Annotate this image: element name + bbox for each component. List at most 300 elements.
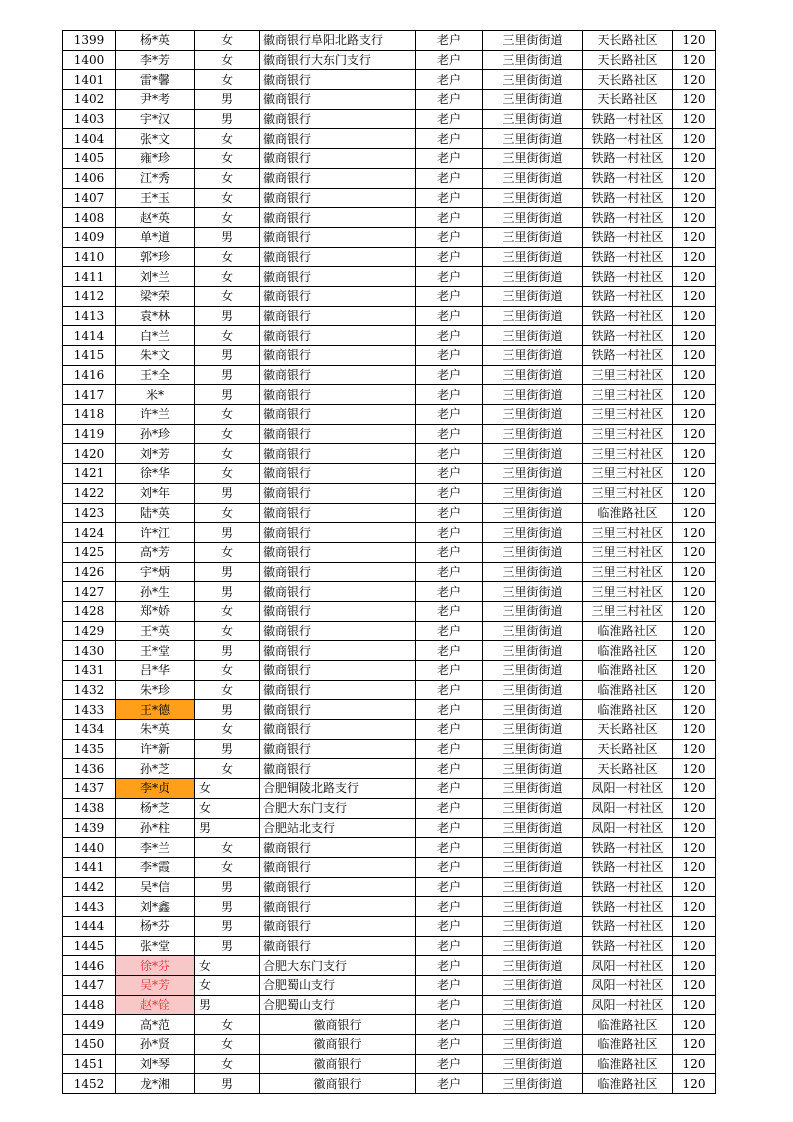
street-cell: 三里街街道 xyxy=(483,149,583,169)
row-number-cell: 1443 xyxy=(63,897,116,917)
street-cell: 三里街街道 xyxy=(483,444,583,464)
row-number-cell: 1439 xyxy=(63,818,116,838)
street-cell: 三里街街道 xyxy=(483,700,583,720)
street-cell: 三里街街道 xyxy=(483,680,583,700)
street-cell: 三里街街道 xyxy=(483,936,583,956)
gender-cell: 女 xyxy=(195,857,260,877)
household-type-cell: 老户 xyxy=(416,798,483,818)
amount-cell: 120 xyxy=(673,149,716,169)
row-number-cell: 1452 xyxy=(63,1074,116,1094)
amount-cell: 120 xyxy=(673,542,716,562)
name-cell: 王*全 xyxy=(116,365,195,385)
table-row xyxy=(63,129,716,149)
bank-cell: 徽商银行 xyxy=(260,149,416,169)
bank-cell: 徽商银行 xyxy=(260,1054,416,1074)
gender-cell: 女 xyxy=(195,50,260,70)
community-cell: 铁路一村社区 xyxy=(583,936,673,956)
street-cell: 三里街街道 xyxy=(483,1054,583,1074)
community-cell: 临淮路社区 xyxy=(583,1015,673,1035)
street-cell: 三里街街道 xyxy=(483,464,583,484)
amount-cell: 120 xyxy=(673,916,716,936)
bank-cell: 徽商银行 xyxy=(260,306,416,326)
street-cell: 三里街街道 xyxy=(483,582,583,602)
bank-cell: 徽商银行 xyxy=(260,267,416,287)
name-cell: 白*兰 xyxy=(116,326,195,346)
gender-cell: 女 xyxy=(195,680,260,700)
household-type-cell: 老户 xyxy=(416,503,483,523)
street-cell: 三里街街道 xyxy=(483,424,583,444)
street-cell: 三里街街道 xyxy=(483,995,583,1015)
household-type-cell: 老户 xyxy=(416,208,483,228)
household-type-cell: 老户 xyxy=(416,700,483,720)
amount-cell: 120 xyxy=(673,1074,716,1094)
row-number-cell: 1412 xyxy=(63,286,116,306)
bank-cell: 徽商银行 xyxy=(260,720,416,740)
gender-cell: 女 xyxy=(195,601,260,621)
gender-cell: 男 xyxy=(195,936,260,956)
bank-cell: 徽商银行 xyxy=(260,286,416,306)
gender-cell: 男 xyxy=(195,1074,260,1094)
name-cell: 单*道 xyxy=(116,227,195,247)
community-cell: 天长路社区 xyxy=(583,50,673,70)
gender-cell: 女 xyxy=(195,779,260,799)
community-cell: 铁路一村社区 xyxy=(583,208,673,228)
bank-cell: 徽商银行 xyxy=(260,90,416,110)
name-cell: 宇*炳 xyxy=(116,562,195,582)
table-row xyxy=(63,818,716,838)
bank-cell: 徽商银行 xyxy=(260,838,416,858)
table-row xyxy=(63,897,716,917)
row-number-cell: 1438 xyxy=(63,798,116,818)
row-number-cell: 1427 xyxy=(63,582,116,602)
table-row xyxy=(63,936,716,956)
community-cell: 三里三村社区 xyxy=(583,464,673,484)
amount-cell: 120 xyxy=(673,346,716,366)
community-cell: 临淮路社区 xyxy=(583,503,673,523)
amount-cell: 120 xyxy=(673,1035,716,1055)
gender-cell: 女 xyxy=(195,956,260,976)
community-cell: 三里三村社区 xyxy=(583,542,673,562)
name-cell: 宇*汉 xyxy=(116,109,195,129)
gender-cell: 女 xyxy=(195,798,260,818)
street-cell: 三里街街道 xyxy=(483,798,583,818)
community-cell: 铁路一村社区 xyxy=(583,149,673,169)
table-row xyxy=(63,208,716,228)
community-cell: 临淮路社区 xyxy=(583,1074,673,1094)
gender-cell: 男 xyxy=(195,365,260,385)
street-cell: 三里街街道 xyxy=(483,877,583,897)
amount-cell: 120 xyxy=(673,90,716,110)
street-cell: 三里街街道 xyxy=(483,405,583,425)
table-row xyxy=(63,857,716,877)
community-cell: 凤阳一村社区 xyxy=(583,995,673,1015)
bank-cell: 徽商银行 xyxy=(260,601,416,621)
table-row xyxy=(63,759,716,779)
table-row xyxy=(63,995,716,1015)
gender-cell: 男 xyxy=(195,877,260,897)
name-cell: 刘*兰 xyxy=(116,267,195,287)
community-cell: 临淮路社区 xyxy=(583,680,673,700)
row-number-cell: 1446 xyxy=(63,956,116,976)
table-row xyxy=(63,247,716,267)
table-row xyxy=(63,582,716,602)
household-type-cell: 老户 xyxy=(416,168,483,188)
amount-cell: 120 xyxy=(673,306,716,326)
name-cell: 杨*芝 xyxy=(116,798,195,818)
household-type-cell: 老户 xyxy=(416,857,483,877)
community-cell: 凤阳一村社区 xyxy=(583,818,673,838)
bank-cell: 徽商银行 xyxy=(260,483,416,503)
row-number-cell: 1407 xyxy=(63,188,116,208)
row-number-cell: 1451 xyxy=(63,1054,116,1074)
household-type-cell: 老户 xyxy=(416,641,483,661)
street-cell: 三里街街道 xyxy=(483,562,583,582)
row-number-cell: 1424 xyxy=(63,523,116,543)
gender-cell: 男 xyxy=(195,916,260,936)
gender-cell: 女 xyxy=(195,838,260,858)
street-cell: 三里街街道 xyxy=(483,838,583,858)
amount-cell: 120 xyxy=(673,70,716,90)
table-row xyxy=(63,188,716,208)
table-row xyxy=(63,286,716,306)
table-row xyxy=(63,661,716,681)
community-cell: 凤阳一村社区 xyxy=(583,779,673,799)
name-cell: 孙*生 xyxy=(116,582,195,602)
street-cell: 三里街街道 xyxy=(483,483,583,503)
street-cell: 三里街街道 xyxy=(483,661,583,681)
amount-cell: 120 xyxy=(673,897,716,917)
bank-cell: 徽商银行 xyxy=(260,129,416,149)
street-cell: 三里街街道 xyxy=(483,227,583,247)
household-type-cell: 老户 xyxy=(416,956,483,976)
bank-cell: 徽商银行 xyxy=(260,661,416,681)
amount-cell: 120 xyxy=(673,621,716,641)
name-cell: 刘*年 xyxy=(116,483,195,503)
subsidy-table xyxy=(62,30,716,1094)
row-number-cell: 1400 xyxy=(63,50,116,70)
gender-cell: 女 xyxy=(195,149,260,169)
bank-cell: 合肥铜陵北路支行 xyxy=(260,779,416,799)
name-cell: 刘*鑫 xyxy=(116,897,195,917)
street-cell: 三里街街道 xyxy=(483,857,583,877)
gender-cell: 女 xyxy=(195,542,260,562)
community-cell: 天长路社区 xyxy=(583,739,673,759)
row-number-cell: 1414 xyxy=(63,326,116,346)
gender-cell: 男 xyxy=(195,562,260,582)
bank-cell: 徽商银行 xyxy=(260,346,416,366)
household-type-cell: 老户 xyxy=(416,621,483,641)
row-number-cell: 1419 xyxy=(63,424,116,444)
table-row xyxy=(63,346,716,366)
amount-cell: 120 xyxy=(673,739,716,759)
row-number-cell: 1448 xyxy=(63,995,116,1015)
name-cell: 许*江 xyxy=(116,523,195,543)
table-row xyxy=(63,720,716,740)
street-cell: 三里街街道 xyxy=(483,976,583,996)
street-cell: 三里街街道 xyxy=(483,779,583,799)
street-cell: 三里街街道 xyxy=(483,523,583,543)
amount-cell: 120 xyxy=(673,818,716,838)
household-type-cell: 老户 xyxy=(416,1015,483,1035)
row-number-cell: 1409 xyxy=(63,227,116,247)
row-number-cell: 1449 xyxy=(63,1015,116,1035)
table-row xyxy=(63,168,716,188)
amount-cell: 120 xyxy=(673,188,716,208)
household-type-cell: 老户 xyxy=(416,424,483,444)
gender-cell: 男 xyxy=(195,385,260,405)
gender-cell: 男 xyxy=(195,523,260,543)
amount-cell: 120 xyxy=(673,838,716,858)
name-cell: 李*霞 xyxy=(116,857,195,877)
household-type-cell: 老户 xyxy=(416,385,483,405)
row-number-cell: 1413 xyxy=(63,306,116,326)
name-cell: 杨*芬 xyxy=(116,916,195,936)
amount-cell: 120 xyxy=(673,680,716,700)
community-cell: 铁路一村社区 xyxy=(583,109,673,129)
table-row xyxy=(63,503,716,523)
gender-cell: 男 xyxy=(195,641,260,661)
gender-cell: 女 xyxy=(195,267,260,287)
table-row xyxy=(63,601,716,621)
street-cell: 三里街街道 xyxy=(483,601,583,621)
amount-cell: 120 xyxy=(673,1054,716,1074)
community-cell: 天长路社区 xyxy=(583,759,673,779)
bank-cell: 徽商银行 xyxy=(260,621,416,641)
street-cell: 三里街街道 xyxy=(483,306,583,326)
name-cell: 朱*文 xyxy=(116,346,195,366)
name-cell: 袁*林 xyxy=(116,306,195,326)
community-cell: 铁路一村社区 xyxy=(583,346,673,366)
gender-cell: 男 xyxy=(195,700,260,720)
community-cell: 凤阳一村社区 xyxy=(583,956,673,976)
street-cell: 三里街街道 xyxy=(483,286,583,306)
amount-cell: 120 xyxy=(673,129,716,149)
table-row xyxy=(63,405,716,425)
table-row xyxy=(63,50,716,70)
bank-cell: 徽商银行 xyxy=(260,641,416,661)
table-row xyxy=(63,70,716,90)
amount-cell: 120 xyxy=(673,208,716,228)
row-number-cell: 1422 xyxy=(63,483,116,503)
row-number-cell: 1440 xyxy=(63,838,116,858)
bank-cell: 徽商银行 xyxy=(260,857,416,877)
street-cell: 三里街街道 xyxy=(483,247,583,267)
street-cell: 三里街街道 xyxy=(483,1035,583,1055)
name-cell: 梁*荣 xyxy=(116,286,195,306)
name-cell: 徐*华 xyxy=(116,464,195,484)
street-cell: 三里街街道 xyxy=(483,109,583,129)
name-cell: 吴*信 xyxy=(116,877,195,897)
amount-cell: 120 xyxy=(673,267,716,287)
row-number-cell: 1426 xyxy=(63,562,116,582)
gender-cell: 女 xyxy=(195,621,260,641)
gender-cell: 女 xyxy=(195,70,260,90)
table-row xyxy=(63,680,716,700)
bank-cell: 徽商银行 xyxy=(260,523,416,543)
row-number-cell: 1442 xyxy=(63,877,116,897)
amount-cell: 120 xyxy=(673,798,716,818)
street-cell: 三里街街道 xyxy=(483,503,583,523)
table-row xyxy=(63,90,716,110)
name-cell: 王*玉 xyxy=(116,188,195,208)
name-cell: 赵*铨 xyxy=(116,995,195,1015)
row-number-cell: 1418 xyxy=(63,405,116,425)
community-cell: 三里三村社区 xyxy=(583,523,673,543)
community-cell: 铁路一村社区 xyxy=(583,857,673,877)
community-cell: 天长路社区 xyxy=(583,90,673,110)
gender-cell: 女 xyxy=(195,1035,260,1055)
bank-cell: 徽商银行 xyxy=(260,1035,416,1055)
table-row xyxy=(63,798,716,818)
row-number-cell: 1420 xyxy=(63,444,116,464)
row-number-cell: 1437 xyxy=(63,779,116,799)
street-cell: 三里街街道 xyxy=(483,641,583,661)
name-cell: 高*范 xyxy=(116,1015,195,1035)
household-type-cell: 老户 xyxy=(416,326,483,346)
household-type-cell: 老户 xyxy=(416,227,483,247)
household-type-cell: 老户 xyxy=(416,995,483,1015)
amount-cell: 120 xyxy=(673,976,716,996)
amount-cell: 120 xyxy=(673,483,716,503)
bank-cell: 徽商银行 xyxy=(260,936,416,956)
street-cell: 三里街街道 xyxy=(483,365,583,385)
name-cell: 王*堂 xyxy=(116,641,195,661)
bank-cell: 徽商银行 xyxy=(260,109,416,129)
bank-cell: 徽商银行 xyxy=(260,503,416,523)
street-cell: 三里街街道 xyxy=(483,385,583,405)
community-cell: 铁路一村社区 xyxy=(583,267,673,287)
gender-cell: 男 xyxy=(195,897,260,917)
row-number-cell: 1417 xyxy=(63,385,116,405)
household-type-cell: 老户 xyxy=(416,483,483,503)
community-cell: 临淮路社区 xyxy=(583,1035,673,1055)
gender-cell: 男 xyxy=(195,739,260,759)
community-cell: 三里三村社区 xyxy=(583,582,673,602)
gender-cell: 女 xyxy=(195,168,260,188)
gender-cell: 女 xyxy=(195,1054,260,1074)
amount-cell: 120 xyxy=(673,286,716,306)
table-row xyxy=(63,149,716,169)
community-cell: 铁路一村社区 xyxy=(583,286,673,306)
community-cell: 三里三村社区 xyxy=(583,483,673,503)
table-row xyxy=(63,700,716,720)
community-cell: 临淮路社区 xyxy=(583,700,673,720)
gender-cell: 男 xyxy=(195,90,260,110)
street-cell: 三里街街道 xyxy=(483,897,583,917)
gender-cell: 女 xyxy=(195,247,260,267)
community-cell: 三里三村社区 xyxy=(583,405,673,425)
row-number-cell: 1435 xyxy=(63,739,116,759)
household-type-cell: 老户 xyxy=(416,897,483,917)
bank-cell: 徽商银行 xyxy=(260,464,416,484)
household-type-cell: 老户 xyxy=(416,109,483,129)
table-row xyxy=(63,1035,716,1055)
row-number-cell: 1433 xyxy=(63,700,116,720)
name-cell: 张*堂 xyxy=(116,936,195,956)
table-row xyxy=(63,523,716,543)
name-cell: 朱*英 xyxy=(116,720,195,740)
row-number-cell: 1447 xyxy=(63,976,116,996)
amount-cell: 120 xyxy=(673,936,716,956)
row-number-cell: 1403 xyxy=(63,109,116,129)
amount-cell: 120 xyxy=(673,661,716,681)
table-row xyxy=(63,227,716,247)
household-type-cell: 老户 xyxy=(416,680,483,700)
community-cell: 天长路社区 xyxy=(583,720,673,740)
name-cell: 吴*芳 xyxy=(116,976,195,996)
street-cell: 三里街街道 xyxy=(483,267,583,287)
table-row xyxy=(63,306,716,326)
name-cell: 孙*贤 xyxy=(116,1035,195,1055)
gender-cell: 女 xyxy=(195,208,260,228)
name-cell: 高*芳 xyxy=(116,542,195,562)
row-number-cell: 1450 xyxy=(63,1035,116,1055)
household-type-cell: 老户 xyxy=(416,1074,483,1094)
name-cell: 陆*英 xyxy=(116,503,195,523)
table-row xyxy=(63,641,716,661)
household-type-cell: 老户 xyxy=(416,247,483,267)
bank-cell: 徽商银行 xyxy=(260,247,416,267)
street-cell: 三里街街道 xyxy=(483,31,583,51)
street-cell: 三里街街道 xyxy=(483,621,583,641)
name-cell: 孙*芝 xyxy=(116,759,195,779)
household-type-cell: 老户 xyxy=(416,818,483,838)
name-cell: 李*芳 xyxy=(116,50,195,70)
community-cell: 铁路一村社区 xyxy=(583,897,673,917)
community-cell: 临淮路社区 xyxy=(583,661,673,681)
community-cell: 铁路一村社区 xyxy=(583,188,673,208)
community-cell: 铁路一村社区 xyxy=(583,838,673,858)
gender-cell: 男 xyxy=(195,995,260,1015)
amount-cell: 120 xyxy=(673,464,716,484)
household-type-cell: 老户 xyxy=(416,779,483,799)
name-cell: 徐*芬 xyxy=(116,956,195,976)
gender-cell: 男 xyxy=(195,346,260,366)
community-cell: 铁路一村社区 xyxy=(583,326,673,346)
bank-cell: 徽商银行 xyxy=(260,405,416,425)
community-cell: 天长路社区 xyxy=(583,31,673,51)
household-type-cell: 老户 xyxy=(416,542,483,562)
community-cell: 三里三村社区 xyxy=(583,424,673,444)
name-cell: 王*德 xyxy=(116,700,195,720)
bank-cell: 徽商银行大东门支行 xyxy=(260,50,416,70)
name-cell: 郑*娇 xyxy=(116,601,195,621)
street-cell: 三里街街道 xyxy=(483,326,583,346)
bank-cell: 徽商银行 xyxy=(260,739,416,759)
household-type-cell: 老户 xyxy=(416,31,483,51)
bank-cell: 合肥站北支行 xyxy=(260,818,416,838)
gender-cell: 女 xyxy=(195,661,260,681)
household-type-cell: 老户 xyxy=(416,936,483,956)
name-cell: 张*文 xyxy=(116,129,195,149)
household-type-cell: 老户 xyxy=(416,50,483,70)
household-type-cell: 老户 xyxy=(416,877,483,897)
name-cell: 刘*芳 xyxy=(116,444,195,464)
bank-cell: 徽商银行 xyxy=(260,444,416,464)
table-row xyxy=(63,838,716,858)
street-cell: 三里街街道 xyxy=(483,720,583,740)
community-cell: 三里三村社区 xyxy=(583,365,673,385)
household-type-cell: 老户 xyxy=(416,70,483,90)
household-type-cell: 老户 xyxy=(416,267,483,287)
bank-cell: 徽商银行 xyxy=(260,877,416,897)
row-number-cell: 1432 xyxy=(63,680,116,700)
amount-cell: 120 xyxy=(673,720,716,740)
name-cell: 龙*湘 xyxy=(116,1074,195,1094)
household-type-cell: 老户 xyxy=(416,582,483,602)
street-cell: 三里街街道 xyxy=(483,1015,583,1035)
community-cell: 铁路一村社区 xyxy=(583,306,673,326)
